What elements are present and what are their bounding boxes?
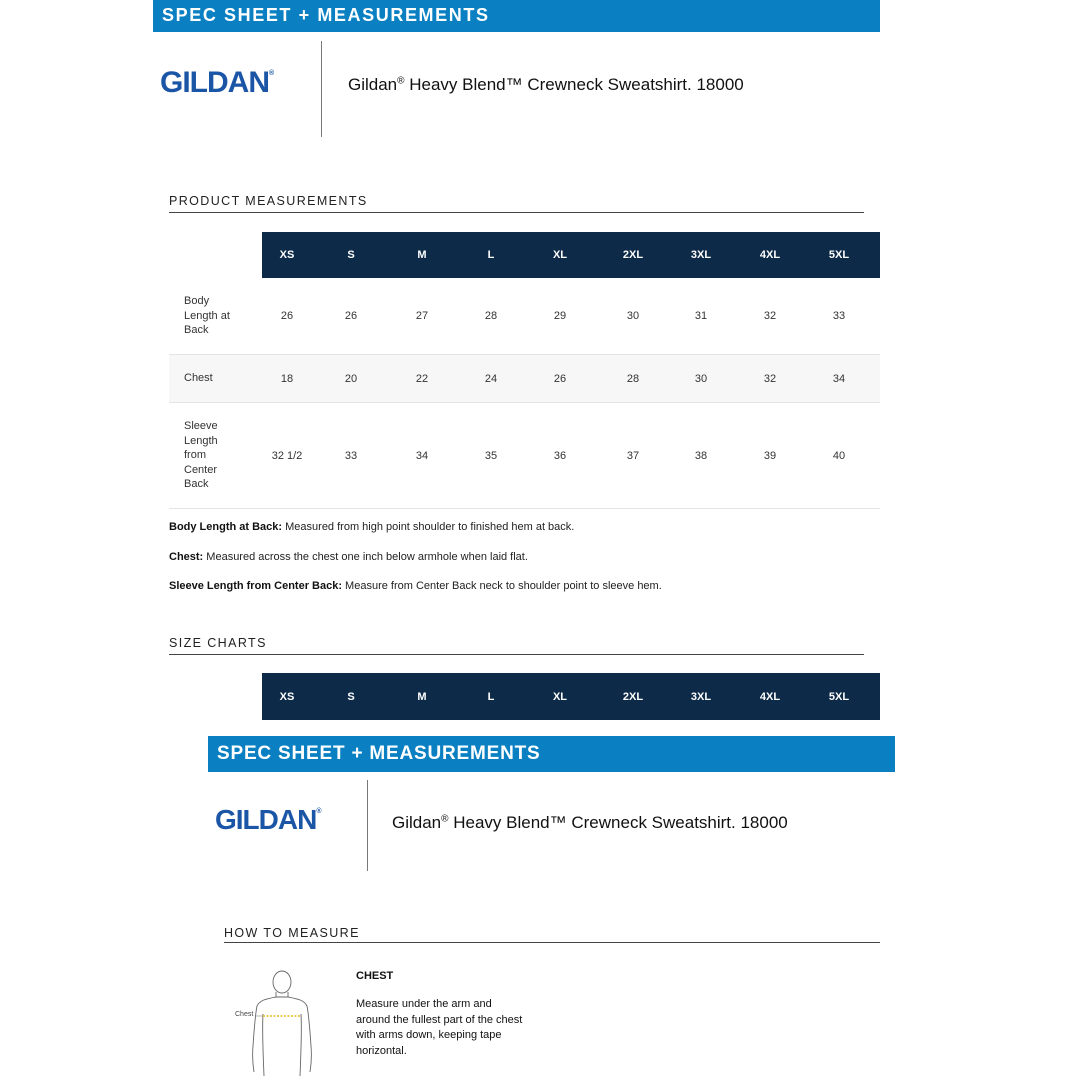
size-charts-size-header — [262, 673, 880, 720]
measurement-cell: 40 — [832, 449, 846, 462]
size-header-3xl: 3XL — [690, 690, 712, 703]
measurement-cell: 26 — [553, 372, 567, 385]
note-term: Sleeve Length from Center Back: — [169, 580, 342, 592]
header-divider — [321, 41, 322, 137]
person-torso-icon — [232, 966, 332, 1076]
table-row — [169, 355, 880, 403]
measurement-cell: 32 1/2 — [271, 449, 303, 462]
size-header-s: S — [347, 249, 355, 261]
how-to-line: around the fullest part of the chest — [356, 1013, 523, 1026]
size-header-s: S — [347, 690, 355, 703]
size-header-l: L — [487, 690, 495, 703]
product-measurements-title — [169, 194, 864, 213]
size-header-4xl: 4XL — [759, 249, 781, 261]
row-label: Sleeve Length from Center Back — [184, 420, 218, 491]
figure-chest-label: Chest — [235, 1011, 254, 1018]
gildan-logo-2 — [215, 804, 321, 836]
note-chest — [169, 551, 528, 563]
note-text: Measured from high point shoulder to finished hem at back. — [282, 521, 575, 533]
size-header-5xl: 5XL — [828, 249, 850, 261]
measurement-cell: 38 — [694, 449, 708, 462]
measurement-cell: 26 — [344, 310, 358, 322]
measurement-cell: 26 — [280, 310, 294, 322]
how-to-chest-text — [356, 997, 576, 1059]
how-to-line: horizontal. — [356, 1044, 407, 1057]
measurement-cell: 28 — [626, 372, 640, 385]
measurement-cell: 32 — [763, 372, 777, 385]
how-to-line: Measure under the arm and — [356, 998, 492, 1010]
size-charts-title — [169, 636, 864, 655]
logo-mark-2: ® — [316, 808, 321, 815]
gildan-logo — [160, 66, 273, 100]
table-row — [169, 403, 880, 509]
how-to-measure-title-text: HOW TO MEASURE — [224, 926, 360, 940]
note-term: Body Length at Back: — [169, 521, 283, 533]
product-measurements-title-text: PRODUCT MEASUREMENTS — [169, 194, 368, 208]
how-to-line: with arms down, keeping tape — [356, 1029, 502, 1041]
product-reg-mark-2: ® — [441, 813, 449, 825]
note-text: Measure from Center Back neck to shoulder point to sleeve hem. — [342, 580, 662, 592]
measurement-cell: 37 — [626, 449, 640, 462]
row-label: Chest — [184, 372, 213, 385]
how-to-chest-title: CHEST — [356, 970, 394, 982]
banner-title-2: SPEC SHEET + MEASUREMENTS — [217, 743, 541, 764]
size-header-m: M — [417, 249, 427, 261]
person-torso-svg — [232, 966, 332, 1076]
measurement-cell: 33 — [832, 310, 846, 322]
measurement-cell: 33 — [344, 449, 358, 462]
measurement-cell: 27 — [415, 310, 429, 322]
measurement-cell: 18 — [280, 372, 294, 385]
measurement-cell: 39 — [763, 449, 777, 462]
measurement-cell: 36 — [553, 449, 567, 462]
product-title-2 — [392, 813, 788, 833]
measurement-cell: 30 — [694, 372, 708, 385]
row-label: Body Length at Back — [184, 295, 230, 337]
measurement-cell: 34 — [415, 449, 429, 462]
measurement-cell: 35 — [484, 449, 498, 462]
product-reg-mark: ® — [397, 75, 405, 87]
measurement-cell: 32 — [763, 310, 777, 322]
note-text: Measured across the chest one inch below armhole when laid flat. — [203, 551, 528, 563]
product-name: Heavy Blend™ Crewneck Sweatshirt. 18000 — [409, 75, 744, 94]
product-measurements-size-header — [262, 232, 880, 278]
size-header-4xl: 4XL — [759, 690, 781, 703]
note-term: Chest: — [169, 551, 204, 563]
measurement-cell: 34 — [832, 372, 846, 385]
size-header-xs: XS — [279, 690, 295, 703]
logo-mark: ® — [269, 70, 274, 77]
size-header-l: L — [487, 249, 495, 261]
product-brand: Gildan — [348, 75, 398, 94]
product-title — [348, 75, 744, 95]
measurement-cell: 30 — [626, 310, 640, 322]
size-header-xl: XL — [552, 249, 568, 261]
note-body-length — [169, 521, 574, 533]
measurement-cell: 28 — [484, 310, 498, 322]
header-divider-2 — [367, 780, 368, 871]
size-header-m: M — [417, 690, 427, 703]
table-row — [169, 278, 880, 355]
note-sleeve-length — [169, 580, 662, 592]
size-header-3xl: 3XL — [690, 249, 712, 261]
size-header-2xl: 2XL — [622, 249, 644, 261]
product-name-2: Heavy Blend™ Crewneck Sweatshirt. 18000 — [453, 813, 788, 832]
measurement-cell: 22 — [415, 372, 429, 385]
size-charts-title-text: SIZE CHARTS — [169, 636, 267, 650]
size-header-xl: XL — [552, 690, 568, 703]
product-brand-2: Gildan — [392, 813, 442, 832]
logo-text-2: GILDAN — [215, 804, 317, 835]
spec-sheet-banner-2 — [208, 736, 895, 772]
size-header-5xl: 5XL — [828, 690, 850, 703]
measurement-cell: 31 — [694, 310, 708, 322]
size-header-xs: XS — [279, 249, 295, 261]
banner-title: SPEC SHEET + MEASUREMENTS — [162, 5, 490, 25]
how-to-measure-title — [224, 926, 880, 943]
measurement-cell: 29 — [553, 310, 567, 322]
spec-sheet-banner — [153, 0, 880, 32]
measurement-cell: 20 — [344, 372, 358, 385]
size-header-2xl: 2XL — [622, 690, 644, 703]
logo-text: GILDAN — [160, 66, 269, 99]
measurement-cell: 24 — [484, 372, 498, 385]
